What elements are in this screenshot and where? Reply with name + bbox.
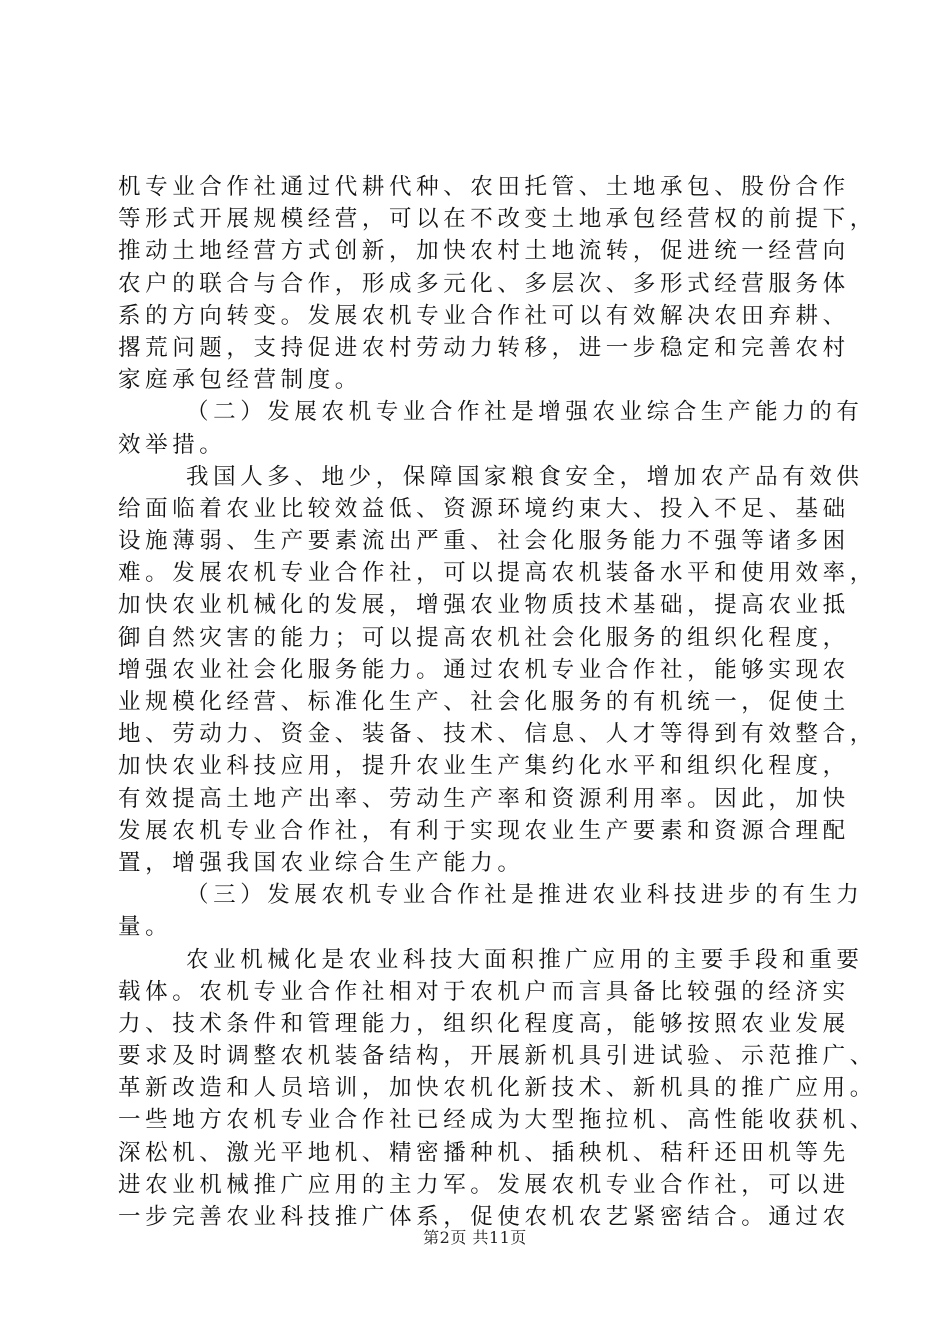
text-line: 效举措。	[118, 431, 227, 458]
text-line: 御自然灾害的能力；可以提高农机社会化服务的组织化程度，	[118, 624, 850, 651]
text-line: 置，增强我国农业综合生产能力。	[118, 849, 525, 876]
text-line: 革新改造和人员培训，加快农机化新技术、新机具的推广应用。	[118, 1075, 877, 1102]
text-line: 农户的联合与合作，形成多元化、多层次、多形式经营服务体	[118, 270, 850, 297]
page-footer: 第2页 共11页	[423, 1228, 527, 1247]
text-line: 有效提高土地产出率、劳动生产率和资源利用率。因此，加快	[118, 785, 850, 812]
text-line: 量。	[118, 914, 173, 941]
paragraph-first-line: 农业机械化是农业科技大面积推广应用的主要手段和重要	[186, 946, 864, 973]
text-line: 一步完善农业科技推广体系，促使农机农艺紧密结合。通过农	[118, 1204, 850, 1230]
text-line: 等形式开展规模经营，可以在不改变土地承包经营权的前提下，	[118, 206, 877, 233]
text-line: 给面临着农业比较效益低、资源环境约束大、投入不足、基础	[118, 495, 850, 522]
text-line: 要求及时调整农机装备结构，开展新机具引进试验、示范推广、	[118, 1043, 877, 1070]
text-line: 加快农业科技应用，提升农业生产集约化水平和组织化程度，	[118, 753, 850, 780]
text-line: 深松机、激光平地机、精密播种机、插秧机、秸秆还田机等先	[118, 1139, 850, 1166]
text-line: 地、劳动力、资金、装备、技术、信息、人才等得到有效整合，	[118, 721, 877, 748]
text-line: 系的方向转变。发展农机专业合作社可以有效解决农田弃耕、	[118, 302, 850, 329]
text-line: 设施薄弱、生产要素流出严重、社会化服务能力不强等诸多困	[118, 528, 850, 555]
paragraph-first-line: （三）发展农机专业合作社是推进农业科技进步的有生力	[186, 882, 864, 909]
text-line: 难。发展农机专业合作社，可以提高农机装备水平和使用效率，	[118, 560, 877, 587]
paragraph-first-line: 我国人多、地少，保障国家粮食安全，增加农产品有效供	[186, 463, 864, 490]
paragraph-first-line: （二）发展农机专业合作社是增强农业综合生产能力的有	[186, 399, 864, 426]
text-line: 进农业机械推广应用的主力军。发展农机专业合作社，可以进	[118, 1171, 850, 1198]
text-line: 推动土地经营方式创新，加快农村土地流转，促进统一经营向	[118, 238, 850, 265]
text-line: 力、技术条件和管理能力，组织化程度高，能够按照农业发展	[118, 1010, 850, 1037]
text-line: 家庭承包经营制度。	[118, 367, 362, 394]
text-line: 增强农业社会化服务能力。通过农机专业合作社，能够实现农	[118, 656, 850, 683]
text-line: 载体。农机专业合作社相对于农机户而言具备比较强的经济实	[118, 978, 850, 1005]
text-line: 加快农业机械化的发展，增强农业物质技术基础，提高农业抵	[118, 592, 850, 619]
text-line: 撂荒问题，支持促进农村劳动力转移，进一步稳定和完善农村	[118, 334, 850, 361]
text-line: 业规模化经营、标准化生产、社会化服务的有机统一，促使土	[118, 689, 850, 715]
text-line: 发展农机专业合作社，有利于实现农业生产要素和资源合理配	[118, 817, 850, 844]
text-line: 机专业合作社通过代耕代种、农田托管、土地承包、股份合作	[118, 174, 850, 200]
body-text	[118, 171, 877, 1233]
text-line: 一些地方农机专业合作社已经成为大型拖拉机、高性能收获机、	[118, 1107, 877, 1134]
